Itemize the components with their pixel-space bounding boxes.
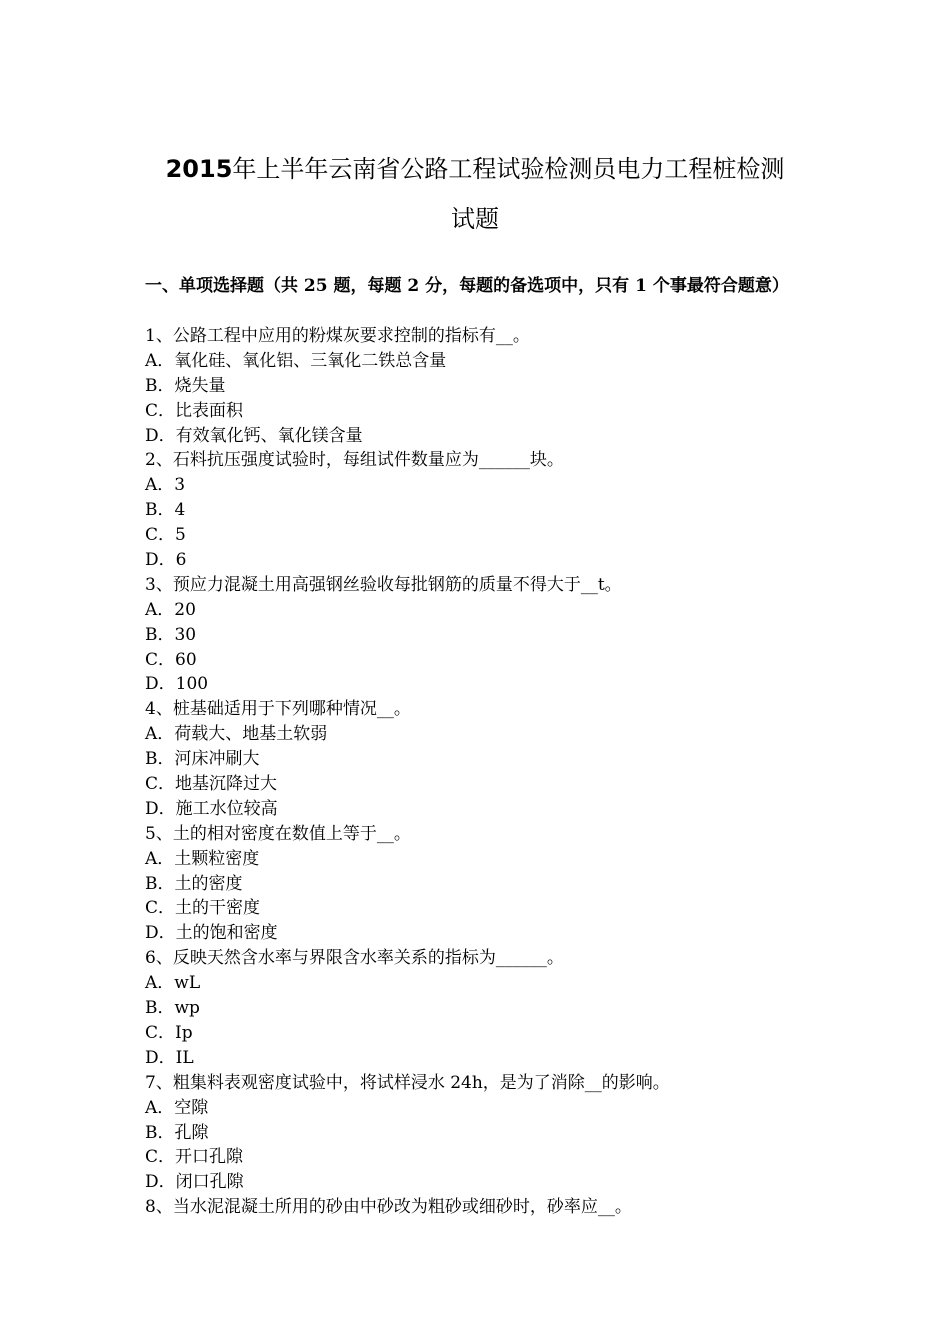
option-text: A．空隙 — [145, 1097, 209, 1118]
option-text: B．烧失量 — [145, 375, 226, 396]
option-text: A．土颗粒密度 — [145, 848, 260, 869]
question-text: 8、当水泥混凝土所用的砂由中砂改为粗砂或细砂时，砂率应__。 — [145, 1197, 632, 1218]
option-text: A．氧化硅、氧化铝、三氧化二铁总含量 — [145, 350, 447, 371]
option-text: C．开口孔隙 — [145, 1147, 244, 1168]
option-text: D．闭口孔隙 — [145, 1172, 244, 1193]
option-text: A．20 — [145, 599, 196, 620]
option-text: D．IL — [145, 1047, 194, 1068]
option-text: D．6 — [145, 550, 187, 571]
option-text: A．3 — [145, 475, 186, 496]
option-text: B．wp — [145, 998, 200, 1019]
question-list — [145, 324, 810, 1220]
question-text: 5、土的相对密度在数值上等于__。 — [145, 823, 411, 844]
option-text: C．Ip — [145, 1022, 193, 1043]
option-text: A．荷载大、地基土软弱 — [145, 724, 328, 745]
question-text: 2、石料抗压强度试验时，每组试件数量应为______块。 — [145, 450, 564, 471]
document-title-line1 — [0, 154, 950, 184]
option-text: C．土的干密度 — [145, 898, 261, 919]
option-text: C．比表面积 — [145, 400, 244, 421]
question-text: 3、预应力混凝土用高强钢丝验收每批钢筋的质量不得大于__t。 — [145, 574, 622, 595]
title-text: 年上半年云南省公路工程试验检测员电力工程桩检测 — [232, 155, 785, 183]
option-text: B．土的密度 — [145, 873, 243, 894]
option-text: D．有效氧化钙、氧化镁含量 — [145, 425, 363, 446]
question-text: 1、公路工程中应用的粉煤灰要求控制的指标有__。 — [145, 326, 530, 346]
title-year: 2015 — [165, 155, 233, 183]
question-text: 6、反映天然含水率与界限含水率关系的指标为______。 — [145, 948, 564, 969]
document-title-line2: 试题 — [451, 205, 499, 233]
option-text: B．30 — [145, 624, 197, 645]
option-text: D．施工水位较高 — [145, 798, 278, 819]
option-text: D．100 — [145, 674, 209, 695]
option-text: A．wL — [145, 973, 201, 994]
option-text: B．4 — [145, 500, 186, 521]
option-text: C．地基沉降过大 — [145, 774, 278, 795]
question-text: 7、粗集料表观密度试验中，将试样浸水 24h，是为了消除__的影响。 — [145, 1072, 670, 1093]
option-text: B．孔隙 — [145, 1122, 209, 1143]
section-heading: 一、单项选择题（共 25 题，每题 2 分，每题的备选项中，只有 1 个事最符合题意） — [145, 276, 789, 296]
question-text: 4、桩基础适用于下列哪种情况__。 — [145, 699, 411, 720]
option-text: C．5 — [145, 525, 186, 546]
option-text: D．土的饱和密度 — [145, 923, 278, 944]
option-text: B．河床冲刷大 — [145, 749, 260, 770]
option-text: C．60 — [145, 649, 197, 670]
